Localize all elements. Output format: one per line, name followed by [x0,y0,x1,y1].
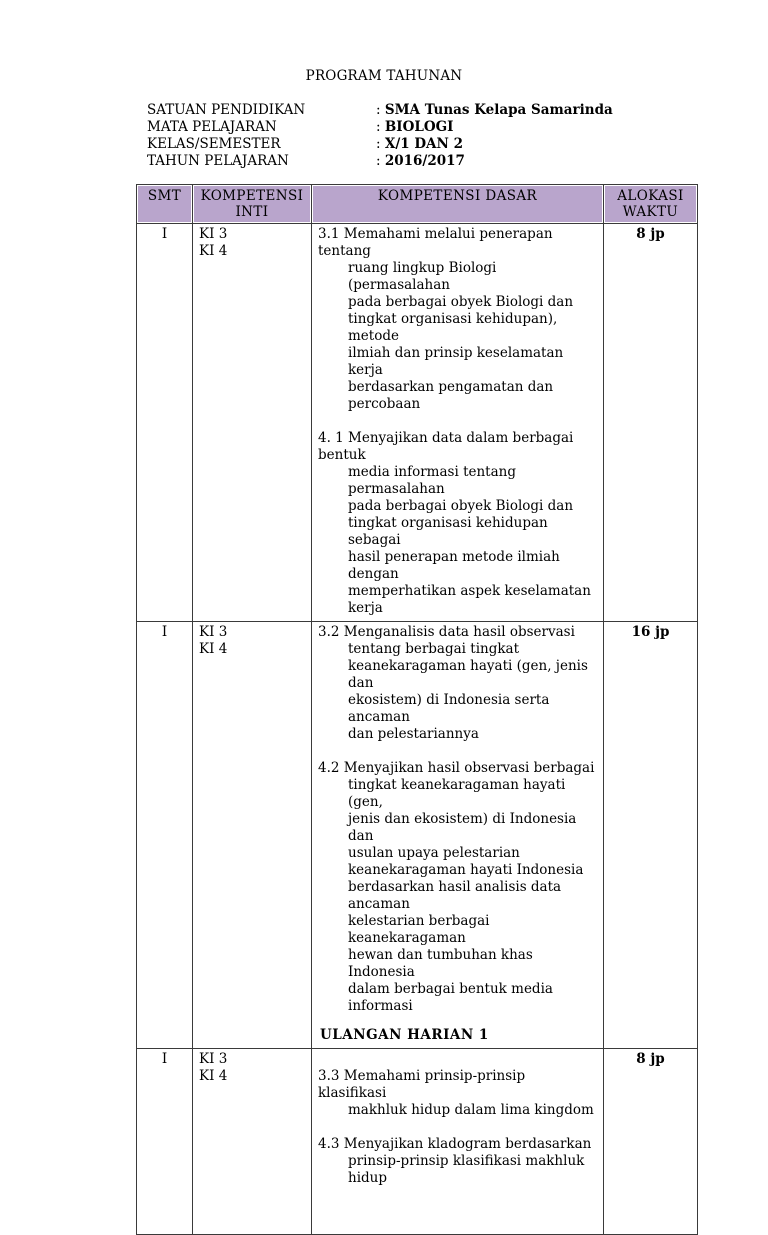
competency-line: 4. 1 Menyajikan data dalam berbagai bentuk [318,430,574,463]
competency-item [318,760,597,1015]
competency-line: dan pelestariannya [348,726,479,742]
competency-line: 4.2 Menyajikan hasil observasi berbagai [318,760,595,776]
kompetensi-dasar-cell [312,1049,604,1235]
competency-line: keanekaragaman hayati (gen, jenis dan [348,658,588,691]
header-kompetensi-inti: KOMPETENSI INTI [193,185,312,224]
semester-cell: I [137,1049,193,1235]
competency-line: ruang lingkup Biologi (permasalahan [348,260,497,293]
header-smt: SMT [137,185,193,224]
table-row [137,622,698,1049]
alokasi-waktu-cell: 16 jp [604,622,698,1049]
competency-item [318,624,597,743]
competency-line: 3.3 Memahami prinsip-prinsip klasifikasi [318,1068,526,1101]
document-title: PROGRAM TAHUNAN [305,68,463,84]
alokasi-waktu-cell: 8 jp [604,1049,698,1235]
competency-line: 4.3 Menyajikan kladogram berdasarkan [318,1136,592,1152]
competency-line: pada berbagai obyek Biologi dan [348,498,574,514]
competency-item [318,430,597,617]
semester-cell: I [137,224,193,622]
competency-line: ilmiah dan prinsip keselamatan kerja [348,345,564,378]
document-info [147,102,613,170]
competency-line: 3.2 Menganalisis data hasil observasi [318,624,575,640]
competency-item [318,226,597,413]
competency-line: makhluk hidup dalam lima kingdom [348,1102,594,1118]
ki-label: KI 4 [199,1068,228,1084]
table-row [137,224,698,622]
competency-line: media informasi tentang permasalahan [348,464,516,497]
semester-cell: I [137,622,193,1049]
competency-line: kerja [348,600,383,616]
competency-line: prinsip-prinsip klasifikasi makhluk [348,1153,585,1169]
info-row: TAHUN PELAJARAN : 2016/2017 [147,153,465,169]
ki-label: KI 4 [199,641,228,657]
competency-line: hewan dan tumbuhan khas Indonesia [348,947,533,980]
competency-line: berdasarkan pengamatan dan percobaan [348,379,554,412]
competency-line: hidup [348,1170,387,1186]
ulangan-harian-label: ULANGAN HARIAN 1 [320,1027,489,1043]
competency-line: tingkat organisasi kehidupan sebagai [348,515,548,548]
ki-label: KI 4 [199,243,228,259]
ki-label: KI 3 [199,226,228,242]
kompetensi-inti-cell [193,622,312,1049]
kompetensi-dasar-cell [312,224,604,622]
info-value: 2016/2017 [384,153,465,169]
competency-line: pada berbagai obyek Biologi dan [348,294,574,310]
info-label: TAHUN PELAJARAN [147,153,289,169]
ki-label: KI 3 [199,624,228,640]
info-label: SATUAN PENDIDIKAN [147,102,306,118]
kompetensi-inti-cell [193,224,312,622]
competency-line: ekosistem) di Indonesia serta ancaman [348,692,550,725]
ki-label: KI 3 [199,1051,228,1067]
competency-line: kelestarian berbagai keanekaragaman [348,913,490,946]
table-header-row [137,185,698,224]
table-row [137,1049,698,1235]
alokasi-waktu-cell: 8 jp [604,224,698,622]
competency-line: 3.1 Memahami melalui penerapan tentang [318,226,553,259]
program-table [136,184,698,1235]
competency-line: tingkat keanekaragaman hayati (gen, [348,777,566,810]
info-label: KELAS/SEMESTER [147,136,281,152]
competency-line: berdasarkan hasil analisis data ancaman [348,879,562,912]
competency-item [318,1068,597,1119]
kompetensi-dasar-cell [312,622,604,1049]
competency-item [318,1136,597,1187]
info-label: MATA PELAJARAN [147,119,277,135]
info-value: X/1 DAN 2 [384,136,463,152]
competency-line: tingkat organisasi kehidupan), metode [348,311,558,344]
info-row: KELAS/SEMESTER : X/1 DAN 2 [147,136,463,152]
info-value: BIOLOGI [384,119,454,135]
kompetensi-inti-cell [193,1049,312,1235]
competency-line: memperhatikan aspek keselamatan [348,583,591,599]
competency-line: dalam berbagai bentuk media informasi [348,981,553,1014]
header-kompetensi-dasar: KOMPETENSI DASAR [312,185,604,224]
info-row: MATA PELAJARAN : BIOLOGI [147,119,454,135]
competency-line: usulan upaya pelestarian [348,845,520,861]
competency-line: keanekaragaman hayati Indonesia [348,862,584,878]
info-value: SMA Tunas Kelapa Samarinda [384,102,613,118]
info-row: SATUAN PENDIDIKAN : SMA Tunas Kelapa Samarinda [147,102,613,118]
competency-line: hasil penerapan metode ilmiah dengan [348,549,560,582]
header-alokasi-waktu: ALOKASI WAKTU [604,185,698,224]
competency-line: tentang berbagai tingkat [348,641,520,657]
competency-line: jenis dan ekosistem) di Indonesia dan [348,811,577,844]
